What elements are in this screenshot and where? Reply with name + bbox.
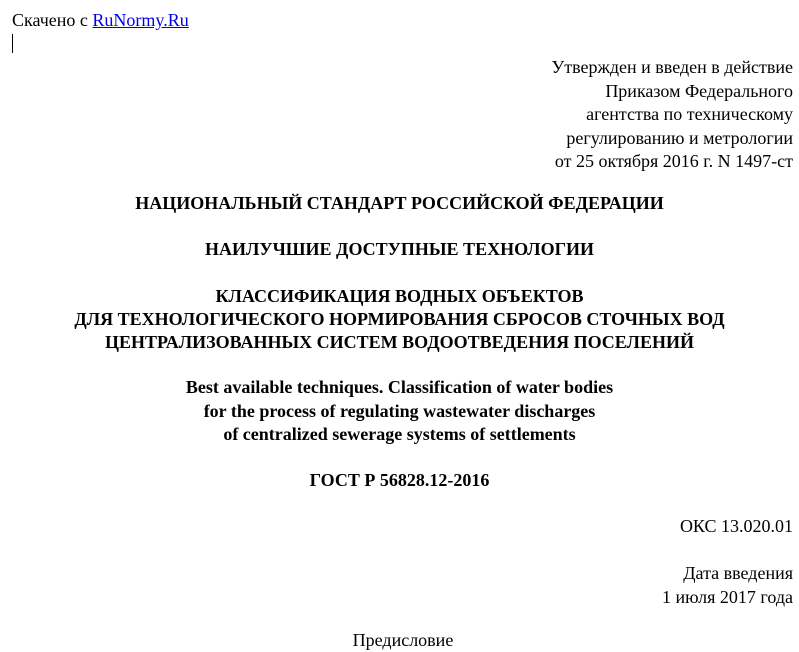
title-en-line: Best available techniques. Classification of water bodies <box>185 377 614 397</box>
text-cursor <box>12 34 13 53</box>
gost-number: ГОСТ Р 56828.12-2016 <box>309 470 490 490</box>
document-title-en <box>0 376 799 447</box>
title-en-line: of centralized sewerage systems of settlements <box>223 424 576 444</box>
introduction-date-value: 1 июля 2017 года <box>662 586 793 607</box>
title-ru-line: ДЛЯ ТЕХНОЛОГИЧЕСКОГО НОРМИРОВАНИЯ СБРОСОВ СТОЧНЫХ ВОД <box>74 309 725 329</box>
source-prefix: Скачено с <box>12 10 93 30</box>
best-available-heading: НАИЛУЧШИЕ ДОСТУПНЫЕ ТЕХНОЛОГИИ <box>204 239 595 259</box>
approval-line: агентства по техническому <box>586 104 793 124</box>
approval-line: Утвержден и введен в действие <box>551 57 793 77</box>
source-link[interactable]: RuNormy.Ru <box>92 10 189 30</box>
approval-line: от 25 октября 2016 г. N 1497-ст <box>554 151 793 171</box>
approval-block <box>551 56 793 174</box>
document-title-ru <box>0 285 799 354</box>
title-en-line: for the process of regulating wastewater discharges <box>203 400 596 421</box>
introduction-date-label: Дата введения <box>683 563 793 583</box>
title-ru-line: КЛАССИФИКАЦИЯ ВОДНЫХ ОБЪЕКТОВ <box>215 286 584 306</box>
source-line <box>12 9 189 32</box>
title-ru-line: ЦЕНТРАЛИЗОВАННЫХ СИСТЕМ ВОДООТВЕДЕНИЯ ПОСЕЛЕНИЙ <box>105 332 694 352</box>
introduction-date-block <box>662 562 793 609</box>
national-standard-heading: НАЦИОНАЛЬНЫЙ СТАНДАРТ РОССИЙСКОЙ ФЕДЕРАЦИИ <box>135 193 664 213</box>
approval-line: Приказом Федерального <box>605 80 793 101</box>
oks-code: ОКС 13.020.01 <box>679 516 793 536</box>
preface-heading: Предисловие <box>352 630 454 650</box>
approval-line: регулированию и метрологии <box>566 127 793 148</box>
